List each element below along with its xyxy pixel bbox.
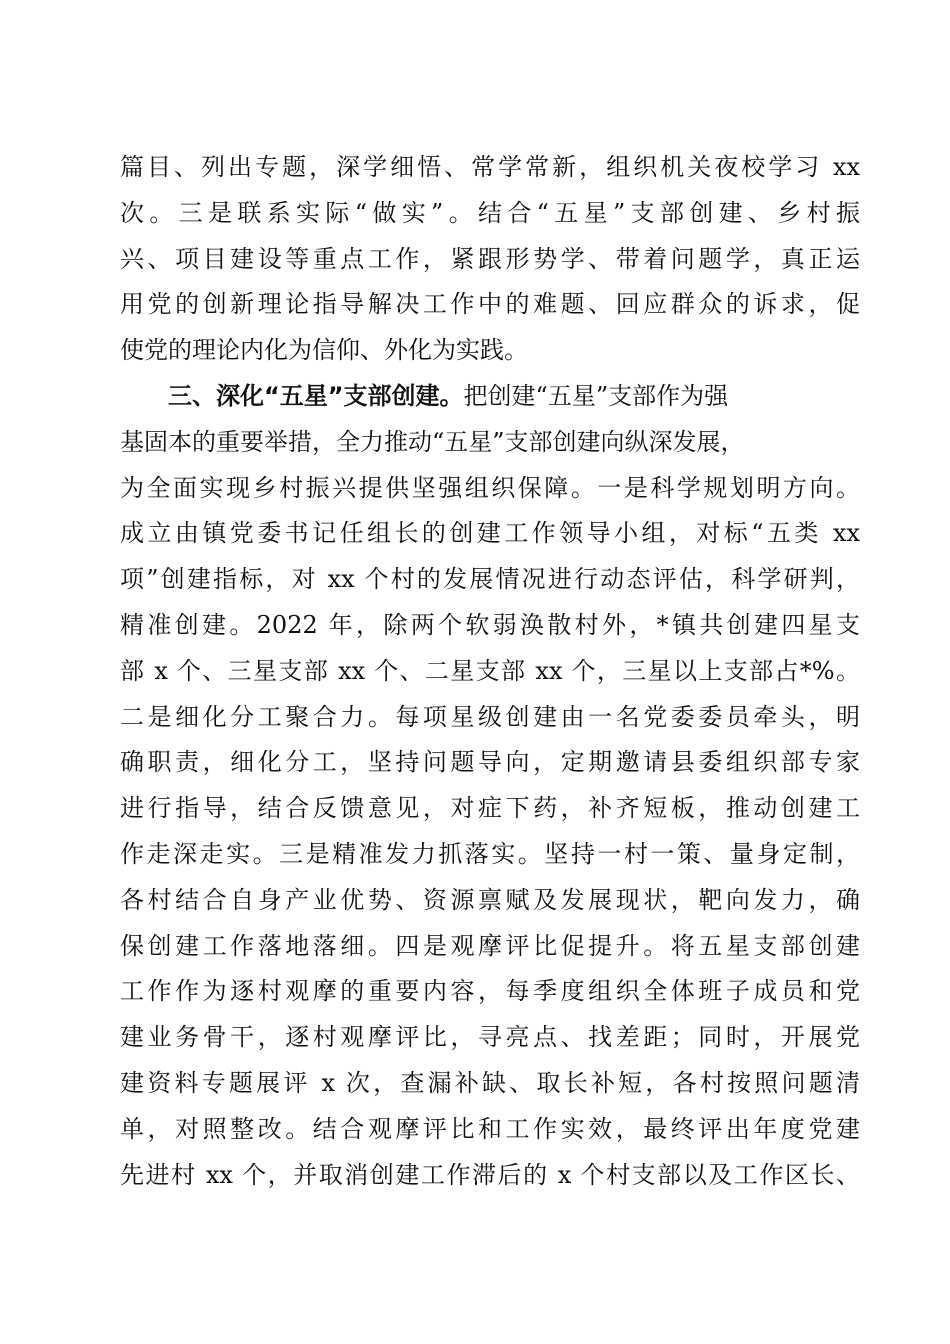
text-line: 基固本的重要举措，全力推动“五星”支部创建向纵深发展， <box>120 427 745 456</box>
text-line: 进行指导，结合反馈意见，对症下药，补齐短板，推动创建工 <box>120 794 860 823</box>
text-line: 成立由镇党委书记任组长的创建工作领导小组，对标“五类 xx <box>120 519 860 548</box>
text-line: 建资料专题展评 x 次，查漏补缺、取长补短，各村按照问题清 <box>120 1068 860 1097</box>
text-line: 精准创建。2022 年，除两个软弱涣散村外，*镇共创建四星支 <box>120 610 860 639</box>
text-line: 先进村 xx 个，并取消创建工作滞后的 x 个村支部以及工作区长、 <box>120 1160 860 1189</box>
text-line: 为全面实现乡村振兴提供坚强组织保障。一是科学规划明方向。 <box>120 473 860 502</box>
text-line: 篇目、列出专题，深学细悟、常学常新，组织机关夜校学习 xx <box>120 153 860 181</box>
text-line: 次。三是联系实际“做实”。结合“五星”支部创建、乡村振 <box>120 198 860 227</box>
text-line: 各村结合自身产业优势、资源禀赋及发展现状，靶向发力，确 <box>120 885 860 914</box>
text-line: 作走深走实。三是精准发力抓落实。坚持一村一策、量身定制， <box>120 839 860 868</box>
text-line: 使党的理论内化为信仰、外化为实践。 <box>120 336 528 365</box>
text-line: 部 x 个、三星支部 xx 个、二星支部 xx 个，三星以上支部占*%。 <box>120 656 860 685</box>
text-line: 建业务骨干，逐村观摩评比，寻亮点、找差距；同时，开展党 <box>120 1023 860 1052</box>
text-line-first <box>120 374 860 420</box>
text-line: 兴、项目建设等重点工作，紧跟形势学、带着问题学，真正运 <box>120 244 860 273</box>
section-lead-text: 把创建“五星”支部作为强 <box>463 381 729 410</box>
document-body <box>120 145 860 1198</box>
text-line: 用党的创新理论指导解决工作中的难题、回应群众的诉求，促 <box>120 290 860 319</box>
text-line: 二是细化分工聚合力。每项星级创建由一名党委委员牵头，明 <box>120 702 860 731</box>
text-line: 确职责，细化分工，坚持问题导向，定期邀请县委组织部专家 <box>120 748 860 777</box>
text-line: 项”创建指标，对 xx 个村的发展情况进行动态评估，科学研判， <box>120 565 860 594</box>
text-line: 单，对照整改。结合观摩评比和工作实效，最终评出年度党建 <box>120 1114 860 1143</box>
paragraph-five-star-branch <box>120 374 860 1198</box>
section-heading: 三、深化“五星”支部创建。 <box>168 381 464 410</box>
paragraph-study <box>120 145 860 374</box>
text-line: 保创建工作落地落细。四是观摩评比促提升。将五星支部创建 <box>120 931 860 960</box>
text-line: 工作作为逐村观摩的重要内容，每季度组织全体班子成员和党 <box>120 977 860 1006</box>
